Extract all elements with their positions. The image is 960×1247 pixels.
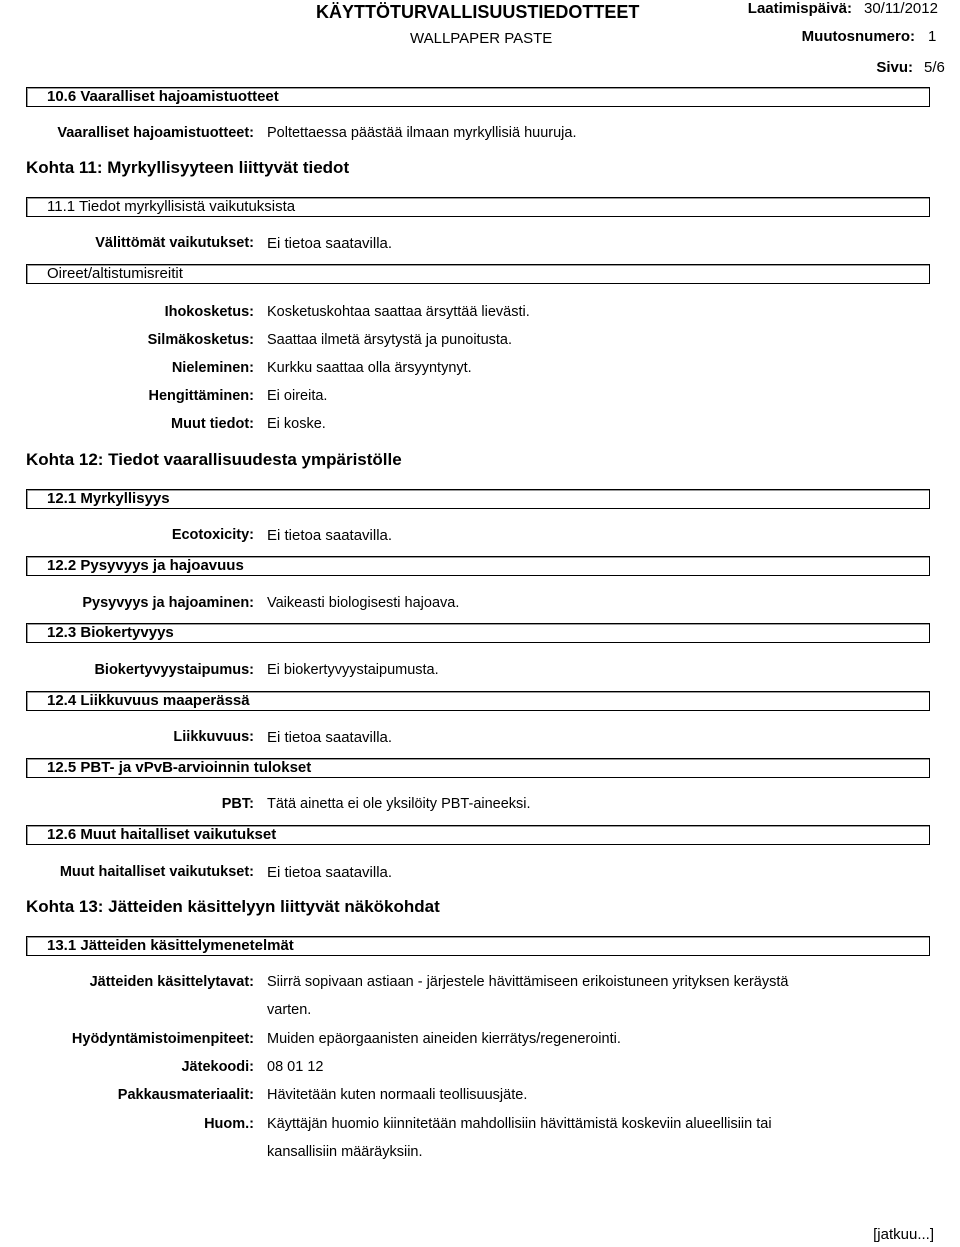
other-adverse-effects-value: Ei tietoa saatavilla. (267, 864, 393, 881)
section-11-heading: Kohta 11: Myrkyllisyyteen liittyvät tiedot (26, 158, 350, 177)
ingestion-label: Nieleminen: (171, 360, 254, 376)
hazardous-decomposition-label: Vaaralliset hajoamistuotteet: (57, 125, 254, 141)
waste-code-value: 08 01 12 (267, 1059, 324, 1075)
eye-contact-value: Saattaa ilmetä ärsytystä ja punoitusta. (267, 332, 513, 348)
immediate-effects-value: Ei tietoa saatavilla. (267, 235, 393, 252)
disposal-methods-value-line2: varten. (267, 1002, 312, 1018)
continued-marker: [jatkuu...] (873, 1226, 934, 1243)
revision-label: Muutosnumero: (801, 28, 915, 45)
recovery-label: Hyödyntämistoimenpiteet: (71, 1031, 254, 1047)
bioaccumulation-value: Ei biokertyvyystaipumusta. (267, 662, 439, 678)
subsection-12-1-title: 12.1 Myrkyllisyys (47, 490, 170, 507)
subsection-12-5-title: 12.5 PBT- ja vPvB-arvioinnin tulokset (47, 759, 312, 776)
waste-code-label: Jätekoodi: (181, 1059, 254, 1075)
ecotoxicity-label: Ecotoxicity: (171, 527, 254, 543)
section-13-heading: Kohta 13: Jätteiden käsittelyyn liittyvät näkökohdat (26, 897, 440, 916)
mobility-value: Ei tietoa saatavilla. (267, 729, 393, 746)
subsection-12-3-header (26, 623, 930, 643)
bioaccumulation-label: Biokertyvyystaipumus: (94, 662, 254, 678)
document-title: KÄYTTÖTURVALLISUUSTIEDOTTEET (316, 2, 640, 22)
subsection-12-2-title: 12.2 Pysyvyys ja hajoavuus (47, 557, 244, 574)
page-label: Sivu: (876, 59, 913, 76)
other-info-label: Muut tiedot: (171, 416, 254, 432)
ecotoxicity-value: Ei tietoa saatavilla. (267, 527, 393, 544)
skin-contact-value: Kosketuskohtaa saattaa ärsyttää lievästi. (267, 304, 530, 320)
subsection-12-4-title: 12.4 Liikkuvuus maaperässä (47, 692, 250, 709)
note-value-line1: Käyttäjän huomio kiinnitetään mahdollisiin hävittämistä koskeviin alueellisiin tai (267, 1116, 772, 1132)
subsection-11-1-title: 11.1 Tiedot myrkyllisistä vaikutuksista (47, 198, 296, 215)
packaging-label: Pakkausmateriaalit: (117, 1087, 254, 1103)
immediate-effects-label: Välittömät vaikutukset: (95, 235, 254, 251)
page-value: 5/6 (924, 59, 945, 76)
disposal-methods-value-line1: Siirrä sopivaan astiaan - järjestele hävittämiseen erikoistuneen yrityksen keräystä (267, 974, 789, 990)
revision-value: 1 (928, 28, 937, 45)
hazardous-decomposition-value: Poltettaessa päästää ilmaan myrkyllisiä huuruja. (267, 125, 577, 141)
subsection-12-1-header (26, 489, 930, 509)
note-value-line2: kansallisiin määräyksiin. (267, 1144, 423, 1160)
other-adverse-effects-label: Muut haitalliset vaikutukset: (59, 864, 254, 880)
pbt-value: Tätä ainetta ei ole yksilöity PBT-aineeksi. (267, 796, 531, 812)
note-label: Huom.: (204, 1116, 254, 1132)
persistence-label: Pysyvyys ja hajoaminen: (82, 595, 254, 611)
other-info-value: Ei koske. (267, 416, 326, 432)
subsection-13-1-title: 13.1 Jätteiden käsittelymenetelmät (47, 937, 294, 954)
subsection-12-2-header (26, 556, 930, 576)
skin-contact-label: Ihokosketus: (164, 304, 254, 320)
persistence-value: Vaikeasti biologisesti hajoava. (267, 595, 460, 611)
packaging-value: Hävitetään kuten normaali teollisuusjäte. (267, 1087, 528, 1103)
subsection-13-1-header (26, 936, 930, 956)
inhalation-label: Hengittäminen: (148, 388, 254, 404)
subsection-12-4-header (26, 691, 930, 711)
disposal-methods-label: Jätteiden käsittelytavat: (89, 974, 254, 990)
date-value: 30/11/2012 (864, 0, 938, 17)
date-label: Laatimispäivä: (747, 0, 852, 17)
routes-of-exposure-title: Oireet/altistumisreitit (47, 265, 183, 282)
routes-of-exposure-header (26, 264, 930, 284)
subsection-12-3-title: 12.3 Biokertyvyys (47, 624, 174, 641)
subsection-12-5-header (26, 758, 930, 778)
eye-contact-label: Silmäkosketus: (147, 332, 254, 348)
subsection-10-6-header (26, 87, 930, 107)
subsection-10-6-title: 10.6 Vaaralliset hajoamistuotteet (47, 88, 279, 105)
ingestion-value: Kurkku saattaa olla ärsyyntynyt. (267, 360, 472, 376)
subsection-12-6-header (26, 825, 930, 845)
inhalation-value: Ei oireita. (267, 388, 328, 404)
pbt-label: PBT: (221, 796, 254, 812)
subsection-11-1-header (26, 197, 930, 217)
product-name: WALLPAPER PASTE (410, 30, 553, 47)
subsection-12-6-title: 12.6 Muut haitalliset vaikutukset (47, 826, 277, 843)
recovery-value: Muiden epäorgaanisten aineiden kierrätys/regenerointi. (267, 1031, 621, 1047)
section-12-heading: Kohta 12: Tiedot vaarallisuudesta ympäristölle (26, 450, 402, 469)
mobility-label: Liikkuvuus: (173, 729, 254, 745)
